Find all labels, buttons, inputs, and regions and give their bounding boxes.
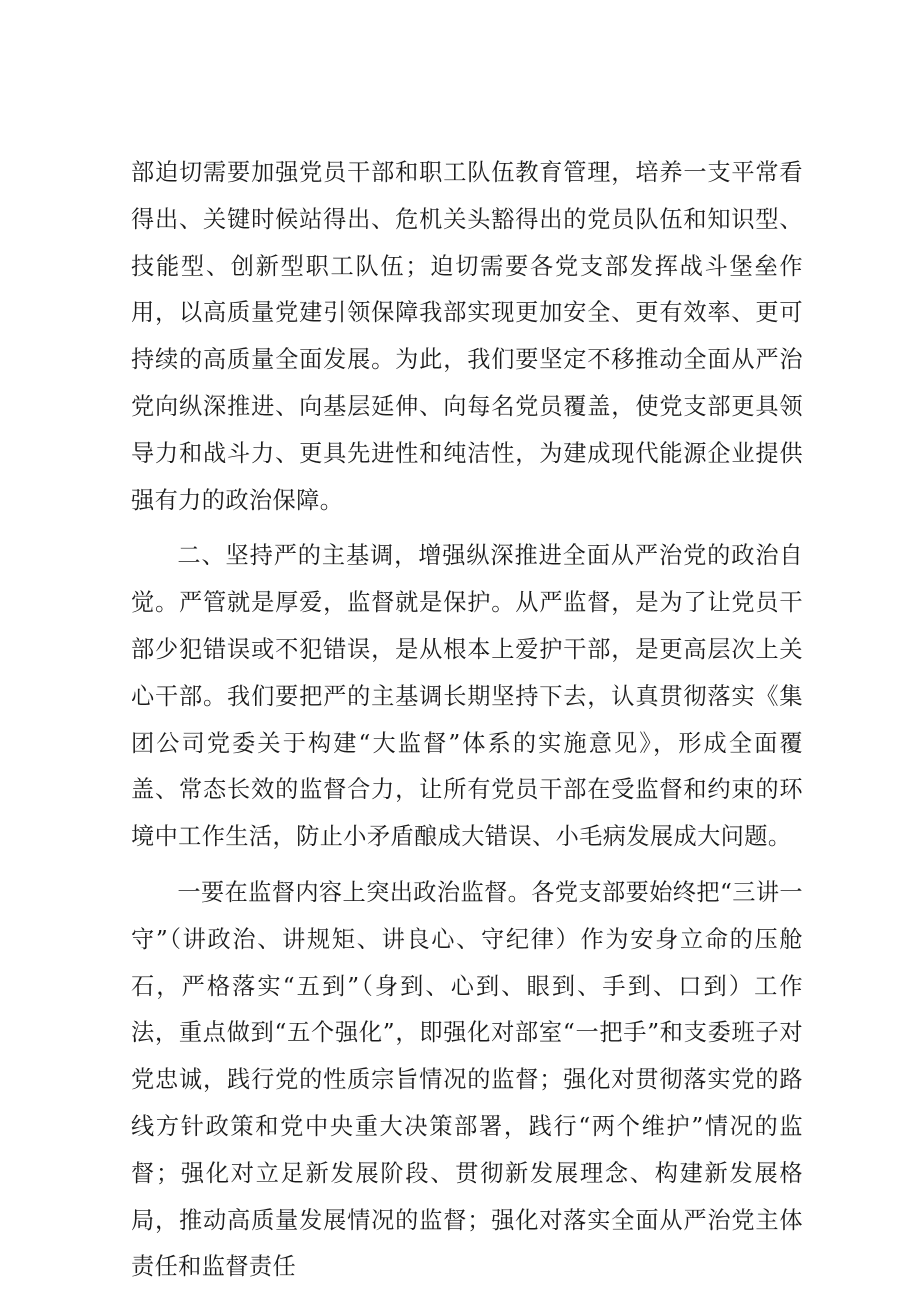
paragraph-continuation: 部迫切需要加强党员干部和职工队伍教育管理，培养一支平常看得出、关键时候站得出、危机关头豁得出的党员队伍和知识型、技能型、创新型职工队伍；迫切需要各党支部发挥战斗堡垒作用，以高质量党建引领保障我部实现更加安全、更有效率、更可持续的高质量全面发展。为此，我们要坚定不移推动全面从严治党向纵深推进、向基层延伸、向每名党员覆盖，使党支部更具领导力和战斗力、更具先进性和纯洁性，为建成现代能源企业提供强有力的政治保障。 — [131, 159, 803, 514]
paragraph-political-supervision: 一要在监督内容上突出政治监督。各党支部要始终把“三讲一守”（讲政治、讲规矩、讲良心、守纪律）作为安身立命的压舱石，严格落实“五到”（身到、心到、眼到、手到、口到）工作法，重点做到“五个强化”，即强化对部室“一把手”和支委班子对党忠诚，践行党的性质宗旨情况的监督；强化对贯彻落实党的路线方针政策和党中央重大决策部署，践行“两个维护”情况的监督；强化对立足新发展阶段、贯彻新发展理念、构建新发展格局，推动高质量发展情况的监督；强化对落实全面从严治党主体责任和监督责任 — [131, 878, 803, 1281]
paragraph-section-two: 二、坚持严的主基调，增强纵深推进全面从严治党的政治自觉。严管就是厚爱，监督就是保护。从严监督，是为了让党员干部少犯错误或不犯错误，是从根本上爱护干部，是更高层次上关心干部。我们要把严的主基调长期坚持下去，认真贯彻落实《集团公司党委关于构建“大监督”体系的实施意见》，形成全面覆盖、常态长效的监督合力，让所有党员干部在受监督和约束的环境中工作生活，防止小矛盾酿成大错误、小毛病发展成大问题。 — [131, 542, 803, 851]
document-body — [131, 150, 803, 1300]
